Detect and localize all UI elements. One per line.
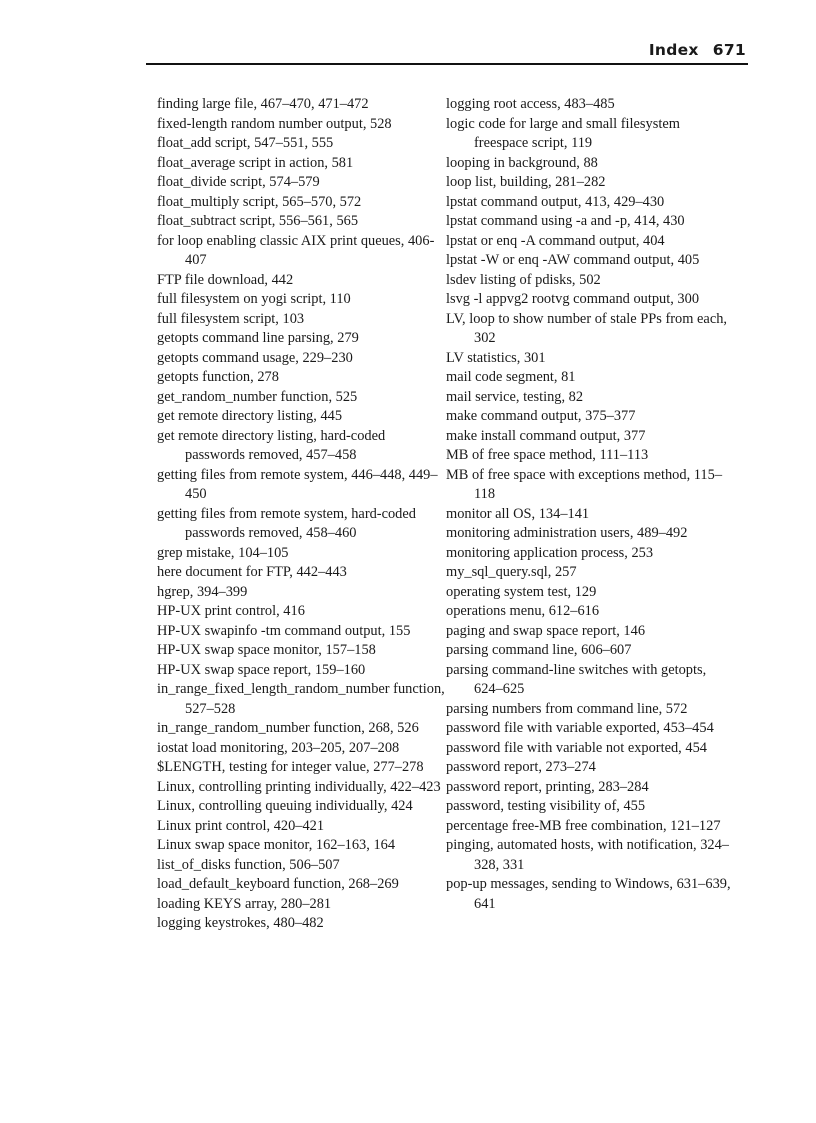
index-entry: LV statistics, 301 xyxy=(446,349,546,366)
index-entry: monitoring administration users, 489–492 xyxy=(446,525,688,541)
index-entry: hgrep, 394–399 xyxy=(157,583,248,600)
index-entry: here document for FTP, 442–443 xyxy=(157,564,347,580)
index-entry: float_subtract script, 556–561, 565 xyxy=(157,213,359,229)
index-entry: looping in background, 88 xyxy=(446,154,598,171)
index-entry: getopts function, 278 xyxy=(157,369,279,385)
index-entry: float_multiply script, 565–570, 572 xyxy=(157,193,362,210)
index-entry: logging root access, 483–485 xyxy=(446,96,615,112)
index-entry: loop list, building, 281–282 xyxy=(446,174,606,190)
index-entry: HP-UX swap space monitor, 157–158 xyxy=(157,642,376,658)
index-entry: mail service, testing, 82 xyxy=(446,388,584,405)
index-entry: Linux swap space monitor, 162–163, 164 xyxy=(157,837,396,853)
index-entry: FTP file download, 442 xyxy=(157,271,294,288)
index-entry: list_of_disks function, 506–507 xyxy=(157,856,340,873)
index-entry: password report, printing, 283–284 xyxy=(446,778,649,795)
index-entry: fixed-length random number output, 528 xyxy=(157,115,392,132)
index-entry: lpstat command output, 413, 429–430 xyxy=(446,193,665,210)
header-rule xyxy=(146,63,748,65)
index-entry: mail code segment, 81 xyxy=(446,369,576,385)
index-entry: for loop enabling classic AIX print queues, 406-407 xyxy=(157,232,435,268)
index-entry: percentage free-MB free combination, 121–127 xyxy=(446,817,721,834)
index-entry: grep mistake, 104–105 xyxy=(157,544,289,561)
index-entry: password file with variable not exported, 454 xyxy=(446,739,707,756)
index-entry: parsing command-line switches with getopts, 624–625 xyxy=(446,661,707,697)
index-entry: password, testing visibility of, 455 xyxy=(446,798,646,814)
index-entry: get_random_number function, 525 xyxy=(157,388,358,405)
section-title: Index xyxy=(648,41,699,59)
index-entry: my_sql_query.sql, 257 xyxy=(446,564,577,580)
index-entry: get remote directory listing, hard-coded passwords removed, 457–458 xyxy=(157,427,386,463)
index-entry: logic code for large and small filesystem freespace script, 119 xyxy=(446,115,680,151)
index-entry: load_default_keyboard function, 268–269 xyxy=(157,876,399,892)
index-entry: make install command output, 377 xyxy=(446,427,646,444)
index-entry: HP-UX print control, 416 xyxy=(157,603,305,619)
index-entry: iostat load monitoring, 203–205, 207–208 xyxy=(157,739,400,756)
index-entry: password report, 273–274 xyxy=(446,759,596,775)
index-entry: paging and swap space report, 146 xyxy=(446,622,646,639)
index-entry: Linux print control, 420–421 xyxy=(157,817,325,834)
index-entry: full filesystem on yogi script, 110 xyxy=(157,291,351,307)
index-entry: in_range_random_number function, 268, 526 xyxy=(157,720,419,736)
running-header xyxy=(146,40,748,65)
index-entry: monitor all OS, 134–141 xyxy=(446,505,590,522)
index-entry: pinging, automated hosts, with notification, 324–328, 331 xyxy=(446,837,729,873)
index-entry: full filesystem script, 103 xyxy=(157,310,305,327)
index-entry: pop-up messages, sending to Windows, 631–639, 641 xyxy=(446,876,731,912)
index-entry: float_average script in action, 581 xyxy=(157,154,354,171)
index-entry: Linux, controlling printing individually, 422–423 xyxy=(157,778,441,795)
index-entry: getting files from remote system, hard-coded passwords removed, 458–460 xyxy=(157,505,416,541)
index-entry: lpstat command using -a and -p, 414, 430 xyxy=(446,213,685,229)
index-column-right xyxy=(446,95,736,914)
index-entry: parsing numbers from command line, 572 xyxy=(446,700,688,717)
index-entry: LV, loop to show number of stale PPs from each, 302 xyxy=(446,310,727,346)
index-entry: lpstat -W or enq -AW command output, 405 xyxy=(446,252,700,268)
index-entry: getopts command usage, 229–230 xyxy=(157,349,353,366)
index-entry: Linux, controlling queuing individually, 424 xyxy=(157,798,413,814)
index-entry: getopts command line parsing, 279 xyxy=(157,330,359,346)
index-entry: finding large file, 467–470, 471–472 xyxy=(157,96,369,112)
index-entry: get remote directory listing, 445 xyxy=(157,408,343,424)
index-entry: logging keystrokes, 480–482 xyxy=(157,915,324,931)
index-entry: getting files from remote system, 446–448, 449–450 xyxy=(157,466,438,502)
index-entry: lpstat or enq -A command output, 404 xyxy=(446,232,665,249)
index-entry: password file with variable exported, 453–454 xyxy=(446,720,714,736)
index-entry: HP-UX swapinfo -tm command output, 155 xyxy=(157,622,411,639)
index-entry: $LENGTH, testing for integer value, 277–278 xyxy=(157,759,424,775)
index-entry: monitoring application process, 253 xyxy=(446,544,654,561)
index-entry: lsdev listing of pdisks, 502 xyxy=(446,271,601,288)
page-number: 671 xyxy=(712,41,746,59)
index-entry: float_divide script, 574–579 xyxy=(157,174,320,190)
index-entry: MB of free space with exceptions method, 115–118 xyxy=(446,466,723,502)
index-entry: HP-UX swap space report, 159–160 xyxy=(157,661,366,678)
index-entry: in_range_fixed_length_random_number function, 527–528 xyxy=(157,681,445,717)
index-entry: parsing command line, 606–607 xyxy=(446,642,632,658)
index-entry: operating system test, 129 xyxy=(446,583,597,600)
index-entry: MB of free space method, 111–113 xyxy=(446,447,649,463)
index-entry: float_add script, 547–551, 555 xyxy=(157,135,334,151)
index-entry: lsvg -l appvg2 rootvg command output, 300 xyxy=(446,291,700,307)
header-text xyxy=(649,41,746,59)
index-entry: make command output, 375–377 xyxy=(446,408,636,424)
index-entry: loading KEYS array, 280–281 xyxy=(157,895,332,912)
index-column-left xyxy=(157,95,447,934)
index-entry: operations menu, 612–616 xyxy=(446,603,600,619)
